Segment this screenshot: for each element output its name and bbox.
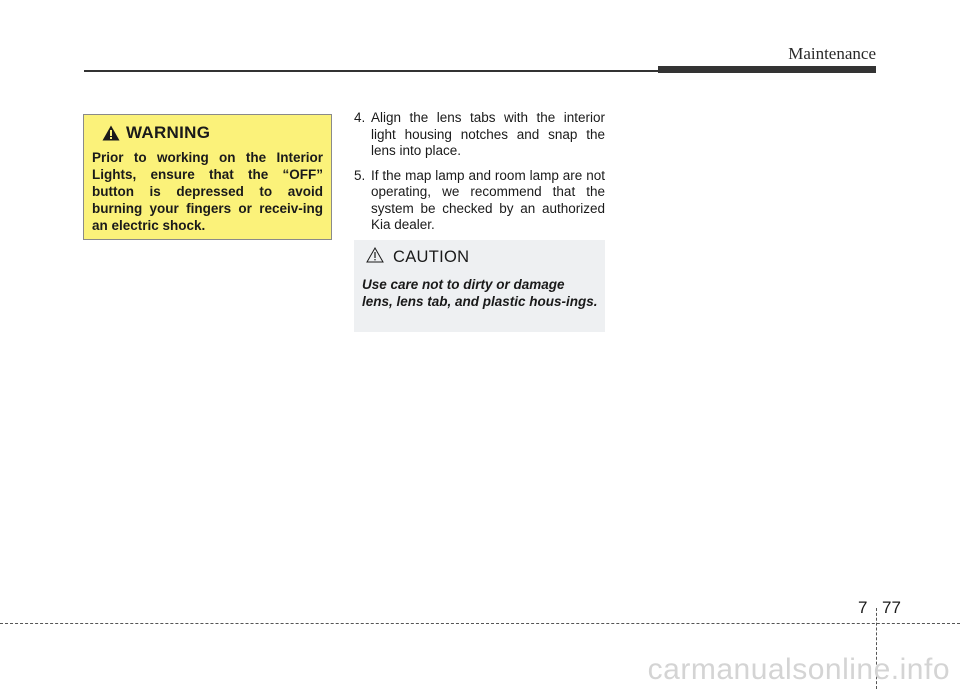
page-section-number: 7 [858,598,868,617]
section-title: Maintenance [788,44,876,63]
watermark: carmanualsonline.info [647,653,950,686]
step-text: If the map lamp and room lamp are not operating, we recommend that the system be checked by an authorized Kia dealer. [371,167,605,232]
footer-rule [0,623,960,624]
instruction-steps [354,110,605,242]
warning-triangle-icon [102,125,120,141]
warning-text: Prior to working on the Interior Lights, ensure that the “OFF” button is depressed to avoid burning your fingers or receiv-ing an electric shock. [92,150,323,233]
caution-title: CAUTION [393,248,470,266]
step-number: 5. [354,167,366,183]
page-number: 77 [882,598,901,617]
warning-title: WARNING [126,123,211,142]
warning-header [102,123,323,143]
caution-box [354,240,605,332]
step-item [354,110,605,160]
step-item [354,168,605,234]
step-text: Align the lens tabs with the interior light housing notches and snap the lens into place. [371,110,605,158]
caution-text: Use care not to dirty or damage lens, lens tab, and plastic hous-ings. [362,277,598,309]
caution-header [366,247,598,268]
caution-triangle-icon [366,247,384,268]
warning-box [83,114,332,240]
header-rule-accent [658,66,876,73]
header-rule [84,70,664,72]
step-number: 4. [354,110,366,125]
